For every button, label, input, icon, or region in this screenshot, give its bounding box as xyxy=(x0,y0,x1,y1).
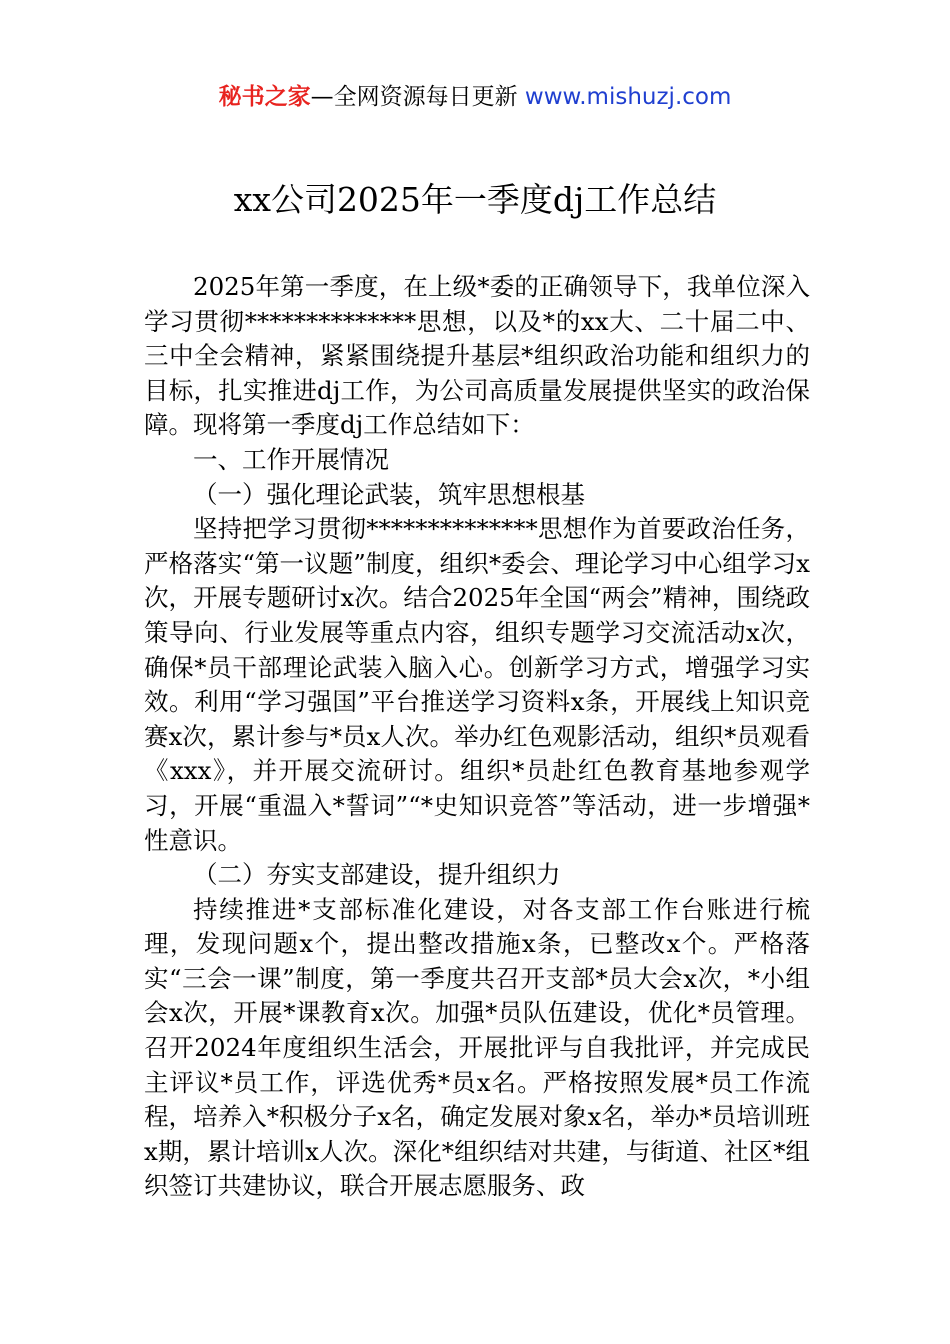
intro-paragraph: 2025年第一季度，在上级*委的正确领导下，我单位深入学习贯彻**************思想，以及*的xx大、二十届二中、三中全会精神，紧紧围绕提升基层*组织政治功能和组织力的目标，扎实推进dj工作，为公司高质量发展提供坚实的政治保障。现将第一季度dj工作总结如下： xyxy=(144,272,810,440)
subsection-heading-1: （一）强化理论武装，筑牢思想根基 xyxy=(193,479,585,509)
site-brand: 秘书之家 xyxy=(218,84,311,110)
site-header xyxy=(0,80,950,114)
theory-paragraph: 坚持把学习贯彻**************思想作为首要政治任务，严格落实“第一议题”制度，组织*委会、理论学习中心组学习x次，开展专题研讨x次。结合2025年全国“两会”精神，围绕政策导向、行业发展等重点内容，组织专题学习交流活动x次，确保*员干部理论武装入脑入心。创新学习方式，增强学习实效。利用“学习强国”平台推送学习资料x条，开展线上知识竞赛x次，累计参与*员x人次。举办红色观影活动，组织*员观看《xxx》，并开展交流研讨。组织*员赴红色教育基地参观学习，开展“重温入*誓词”“*史知识竞答”等活动，进一步增强*性意识。 xyxy=(144,514,810,855)
branch-building-paragraph: 持续推进*支部标准化建设，对各支部工作台账进行梳理，发现问题x个，提出整改措施x条，已整改x个。严格落实“三会一课”制度，第一季度共召开支部*员大会x次，*小组会x次，开展*课教育x次。加强*员队伍建设，优化*员管理。召开2024年度组织生活会，开展批评与自我批评，并完成民主评议*员工作，评选优秀*员x名。严格按照发展*员工作流程，培养入*积极分子x名，确定发展对象x名，举办*员培训班x期，累计培训x人次。深化*组织结对共建，与街道、社区*组织签订共建协议，联合开展志愿服务、政 xyxy=(144,894,810,1201)
document-body xyxy=(144,270,810,1204)
section-heading-1: 一、工作开展情况 xyxy=(193,444,389,474)
site-tagline: —全网资源每日更新 xyxy=(310,84,525,110)
subsection-heading-2: （二）夯实支部建设，提升组织力 xyxy=(193,860,561,890)
site-url-link[interactable]: www.mishuzj.com xyxy=(524,84,732,110)
document-title: xx公司2025年一季度dj工作总结 xyxy=(233,180,717,219)
